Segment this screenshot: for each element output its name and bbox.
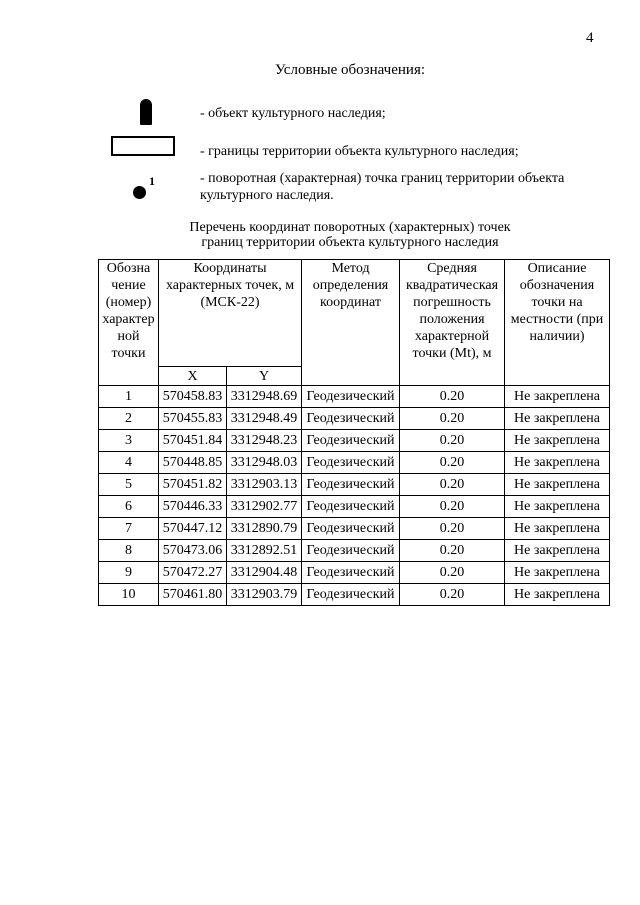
cell-description: Не закреплена [505, 496, 610, 518]
cell-method: Геодезический [302, 540, 400, 562]
heritage-object-icon [140, 99, 152, 125]
cell-y: 3312948.03 [227, 452, 302, 474]
table-body [99, 386, 610, 606]
cell-accuracy: 0.20 [400, 474, 505, 496]
table-row [99, 386, 610, 408]
cell-method: Геодезический [302, 518, 400, 540]
cell-point-number: 3 [99, 430, 159, 452]
table-row [99, 430, 610, 452]
cell-method: Геодезический [302, 562, 400, 584]
cell-y: 3312948.49 [227, 408, 302, 430]
header-designation: Обозна чение (номер) характер ной точки [99, 260, 159, 386]
table-row [99, 452, 610, 474]
cell-method: Геодезический [302, 386, 400, 408]
cell-method: Геодезический [302, 408, 400, 430]
table-row [99, 540, 610, 562]
cell-x: 570451.82 [159, 474, 227, 496]
cell-x: 570448.85 [159, 452, 227, 474]
cell-point-number: 5 [99, 474, 159, 496]
cell-description: Не закреплена [505, 540, 610, 562]
header-x: X [159, 367, 227, 386]
cell-point-number: 2 [99, 408, 159, 430]
cell-point-number: 7 [99, 518, 159, 540]
legend-item-heritage-object: - объект культурного наследия; [200, 106, 386, 121]
cell-accuracy: 0.20 [400, 540, 505, 562]
cell-x: 570473.06 [159, 540, 227, 562]
cell-point-number: 9 [99, 562, 159, 584]
cell-x: 570461.80 [159, 584, 227, 606]
cell-accuracy: 0.20 [400, 562, 505, 584]
cell-x: 570458.83 [159, 386, 227, 408]
header-method: Метод определения координат [302, 260, 400, 386]
cell-y: 3312890.79 [227, 518, 302, 540]
coordinates-table [98, 259, 610, 606]
cell-description: Не закреплена [505, 562, 610, 584]
cell-description: Не закреплена [505, 452, 610, 474]
cell-description: Не закреплена [505, 518, 610, 540]
cell-accuracy: 0.20 [400, 452, 505, 474]
cell-x: 570455.83 [159, 408, 227, 430]
cell-point-number: 6 [99, 496, 159, 518]
turning-point-icon-label: 1 [149, 174, 155, 188]
cell-description: Не закреплена [505, 584, 610, 606]
header-description: Описание обозначения точки на местности (при наличии) [505, 260, 610, 386]
cell-x: 570447.12 [159, 518, 227, 540]
table-row [99, 518, 610, 540]
cell-y: 3312948.23 [227, 430, 302, 452]
cell-y: 3312903.79 [227, 584, 302, 606]
page-number: 4 [586, 30, 594, 46]
cell-description: Не закреплена [505, 408, 610, 430]
table-row [99, 562, 610, 584]
cell-accuracy: 0.20 [400, 408, 505, 430]
legend-item-turning-point: - поворотная (характерная) точка границ территории объекта культурного наследия. [200, 171, 565, 203]
cell-point-number: 10 [99, 584, 159, 606]
cell-y: 3312902.77 [227, 496, 302, 518]
table-row [99, 408, 610, 430]
cell-accuracy: 0.20 [400, 584, 505, 606]
cell-method: Геодезический [302, 584, 400, 606]
cell-x: 570451.84 [159, 430, 227, 452]
cell-x: 570472.27 [159, 562, 227, 584]
table-row [99, 474, 610, 496]
legend-title: Условные обозначения: [274, 62, 426, 78]
cell-method: Геодезический [302, 452, 400, 474]
cell-description: Не закреплена [505, 386, 610, 408]
cell-point-number: 1 [99, 386, 159, 408]
cell-description: Не закреплена [505, 474, 610, 496]
header-accuracy: Средняя квадратическая погрешность положения характерной точки (Mt), м [400, 260, 505, 386]
cell-description: Не закреплена [505, 430, 610, 452]
cell-accuracy: 0.20 [400, 430, 505, 452]
territory-boundary-icon [111, 136, 175, 156]
turning-point-icon [133, 186, 146, 199]
cell-y: 3312903.13 [227, 474, 302, 496]
cell-accuracy: 0.20 [400, 518, 505, 540]
table-row [99, 496, 610, 518]
cell-method: Геодезический [302, 496, 400, 518]
cell-y: 3312892.51 [227, 540, 302, 562]
cell-point-number: 8 [99, 540, 159, 562]
cell-y: 3312948.69 [227, 386, 302, 408]
table-title: Перечень координат поворотных (характерных) точек границ территории объекта культурного наследия [189, 220, 511, 250]
cell-y: 3312904.48 [227, 562, 302, 584]
cell-accuracy: 0.20 [400, 386, 505, 408]
legend-item-territory-boundary: - границы территории объекта культурного наследия; [200, 144, 519, 159]
cell-method: Геодезический [302, 474, 400, 496]
cell-x: 570446.33 [159, 496, 227, 518]
cell-accuracy: 0.20 [400, 496, 505, 518]
header-y: Y [227, 367, 302, 386]
header-coordinates: Координаты характерных точек, м (МСК-22) [159, 260, 302, 367]
table-row [99, 584, 610, 606]
cell-method: Геодезический [302, 430, 400, 452]
cell-point-number: 4 [99, 452, 159, 474]
